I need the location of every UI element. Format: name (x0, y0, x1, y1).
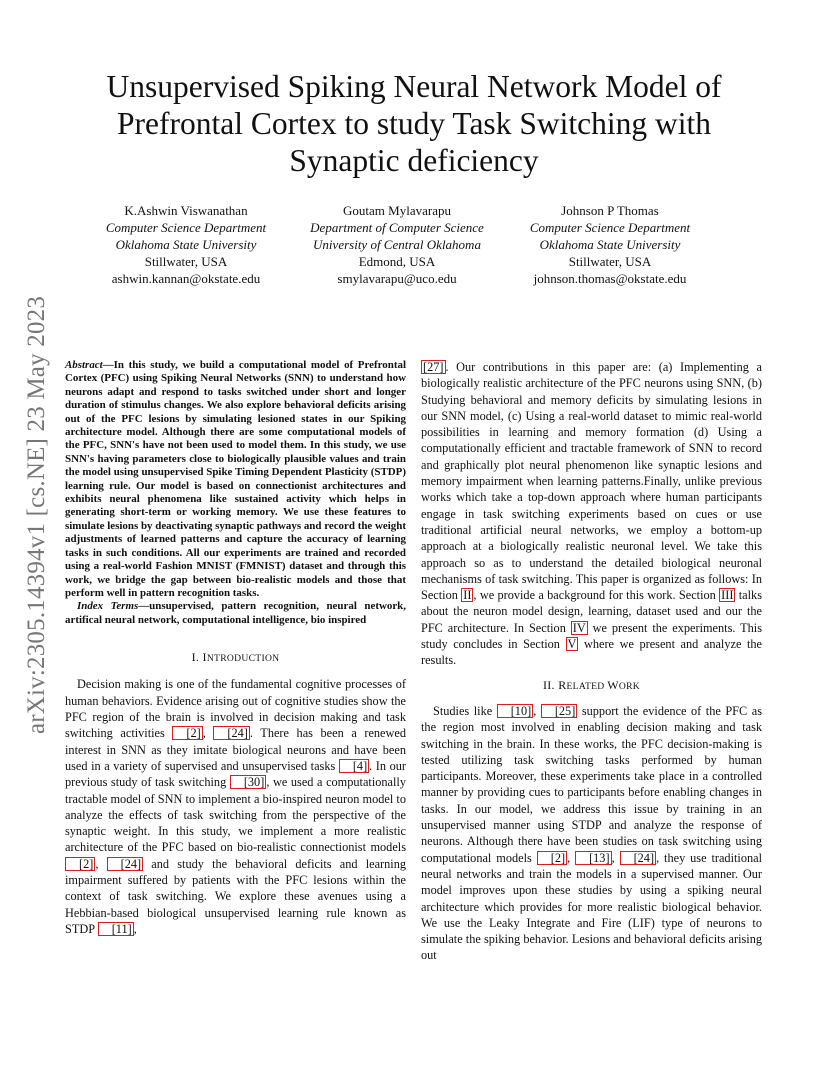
author-location: Edmond, USA (358, 254, 436, 269)
author-department: Computer Science Department (105, 220, 267, 235)
author-department: Department of Computer Science (310, 220, 484, 235)
section-heading-initial: W (607, 677, 619, 692)
section-heading-smallcaps: NTRODUCTION (206, 653, 280, 665)
author-name: Johnson P Thomas (561, 203, 659, 218)
citation-link[interactable]: [13] (575, 851, 612, 865)
section-ref-link[interactable]: III (721, 588, 734, 603)
body-text: , they use traditional neural networks and train the models in a supervised manner. Our model improves upon these studies by using a spiking neural architecture which provides for more realistic biological behavior. We use the Leaky Integrate and Fire (LIF) type of neurons to simulate the spiking behavior. Lesions and behavioral deficits arising out (421, 850, 762, 963)
body-text: . Our contributions in this paper are: (a) Implementing a biologically realistic architecture of the PFC neurons using SNN, (b) Studying behavioral and memory deficits by simulating lesions in our SNN model, (c) Using a real-world dataset to mimic real-world possibilities in learning and memory formation (d) Using a computationally efficient and tractable framework of SNN to record and graphically plot neural phenomenon like synaptic lesions and memory impairment when learning patterns.Finally, unlike previous works which take a top-down approach where human participants engage in task switching experiments based on cues or use traditional artificial neural networks, we employ a bottom-up approach at a biologically realistic neuronal level. We take this approach so as to understand the detailed biological neuronal mechanisms of task switching. This paper is organized as follows: In Section (421, 360, 762, 603)
body-text: support the evidence of the PFC as the region most involved in enabling decision making and task switching in the brain. In these works, the PFC decision-making is tested utilizing task switching tasks performed by human participants. Moreover, these experiments take place in a controlled manner by providing cues to participants before enabling changes in tasks. In our model, we address this issue by training in an unsupervised manner using STDP and analyze the response of neurons. Although there have been studies on task switching using computational models (421, 703, 762, 865)
author-email: johnson.thomas@okstate.edu (533, 271, 687, 286)
author-email: smylavarapu@uco.edu (337, 271, 457, 286)
citation-link[interactable]: [27] (423, 360, 444, 374)
citation-link[interactable]: [24] (620, 851, 657, 865)
body-text: , we provide a background for this work. Section (473, 588, 720, 603)
index-terms (65, 600, 406, 627)
paper-title (60, 68, 768, 179)
section-ref-link[interactable]: IV (572, 620, 586, 635)
citation-link[interactable]: [30] (230, 775, 267, 789)
author-email: ashwin.kannan@okstate.edu (111, 271, 261, 286)
body-text: , (133, 921, 137, 936)
author-location: Stillwater, USA (568, 254, 652, 269)
body-text: , (95, 856, 107, 871)
body-text: , (567, 850, 576, 865)
citation-link[interactable]: [24] (107, 857, 144, 871)
index-terms-text: —unsupervised, pattern recognition, neural network, artifical neural network, computational intelligence, bio inspired (65, 600, 406, 626)
section-ref-link[interactable]: II (463, 588, 472, 603)
citation-link[interactable]: [24] (213, 726, 250, 740)
title-line-3: Synaptic deficiency (289, 143, 539, 178)
citation-link[interactable]: [2] (537, 851, 567, 865)
body-text: we present the experiments. This study concludes in Section (421, 620, 762, 652)
related-work-paragraph (421, 703, 762, 964)
body-text: and study the behavioral deficits and learning impairment suffered by patients with the PFC lesions within the context of task switching. We explore these avenues using a Hebbian-based biological unsupervised learning rule known as STDP (65, 856, 406, 936)
body-text: talks about the neuron model design, learning, dataset used and our the PFC architecture. In Section (421, 588, 762, 635)
citation-link[interactable]: [25] (541, 704, 578, 718)
citation-link[interactable]: [2] (65, 857, 95, 871)
author-block (296, 202, 498, 287)
abstract-label: Abstract (65, 359, 103, 371)
citation-link[interactable]: [11] (98, 922, 134, 936)
body-text: , we used a computationally tractable model of SNN to implement a bio-inspired neuron model to analyze the effects of task switching from the perspective of the synaptic weight. In this study, we implement a more realistic architecture of the PFC based on bio-realistic connectionist models (65, 775, 406, 855)
body-text: , (202, 726, 214, 741)
author-university: Oklahoma State University (539, 237, 681, 252)
author-department: Computer Science Department (529, 220, 691, 235)
right-column (421, 359, 762, 964)
index-terms-label: Index Terms (77, 600, 139, 613)
arxiv-identifier-text: arXiv:2305.14394v1 [cs.NE] 23 May 2023 (23, 295, 50, 735)
section-heading-initial: I (202, 650, 207, 665)
abstract-text: —In this study, we build a computational model of Prefrontal Cortex (PFC) using Spiking Neural Networks (SNN) to understand how neurons adapt and respond to tasks switched under short and longer duration of stimulus changes. We also explore behavioral deficits arising out of the PFC lesions by simulating lesioned states in our Spiking architecture model. Although there are some computational models of the PFC, SNN's have not been used to model them. In this study, we use SNN's having parameters close to biologically plausible values and train the model using unsupervised Spike Timing Dependent Plasticity (STDP) learning rule. Our model is based on connectionist architectures and exhibits neural phenomena like sustained activity which helps in generating short-term or working memory. We use these features to simulate lesions by deactivating synaptic pathways and record the weight adjustments of learned patterns and capture the accuracy of learning tasks in such conditions. All our experiments are trained and recorded using a real-world Fashion MNIST (FMNIST) dataset and through this work, we bridge the gap between bio-realistic models and those that perform well in pattern recognition tasks. (65, 359, 407, 599)
title-line-2: Prefrontal Cortex to study Task Switching with (117, 106, 711, 141)
section-numeral: II. (542, 677, 555, 692)
author-block (88, 202, 284, 287)
body-text: , (533, 703, 541, 718)
author-university: University of Central Oklahoma (313, 237, 481, 252)
citation-link[interactable]: [2] (172, 726, 202, 740)
citation-link[interactable]: [4] (339, 759, 369, 773)
body-text: Studies like (433, 703, 497, 718)
body-text: . In our previous study of task switching (65, 758, 407, 790)
body-text: . There has been a renewed interest in SNN as they imitate biological neurons and have been used in a variety of supervised and unsupervised tasks (65, 726, 406, 773)
body-text: , (611, 850, 620, 865)
contributions-paragraph (421, 359, 762, 669)
introduction-paragraph (65, 676, 406, 937)
abstract (65, 359, 406, 600)
arxiv-identifier (21, 265, 53, 765)
author-location: Stillwater, USA (144, 254, 228, 269)
section-heading-smallcaps: ELATED (566, 680, 608, 692)
author-university: Oklahoma State University (115, 237, 257, 252)
left-column (65, 359, 406, 937)
author-block (512, 202, 708, 287)
section-ref-link[interactable]: V (567, 637, 577, 652)
author-name: Goutam Mylavarapu (343, 203, 451, 218)
author-name: K.Ashwin Viswanathan (124, 203, 248, 218)
body-text: where we present and analyze the results. (421, 637, 762, 668)
section-heading-smallcaps: ORK (618, 680, 641, 692)
citation-link[interactable]: [10] (497, 704, 534, 718)
title-line-1: Unsupervised Spiking Neural Network Model of (106, 69, 722, 104)
section-heading-initial: R (558, 677, 567, 692)
section-numeral: I. (191, 650, 200, 665)
section-heading-introduction (65, 649, 406, 667)
section-heading-related-work (421, 677, 762, 695)
body-text: Decision making is one of the fundamental cognitive processes of human behaviors. Evidence arising out of cognitive studies show the PFC region of the brain is involved in decision making and task switching activities (65, 677, 406, 741)
